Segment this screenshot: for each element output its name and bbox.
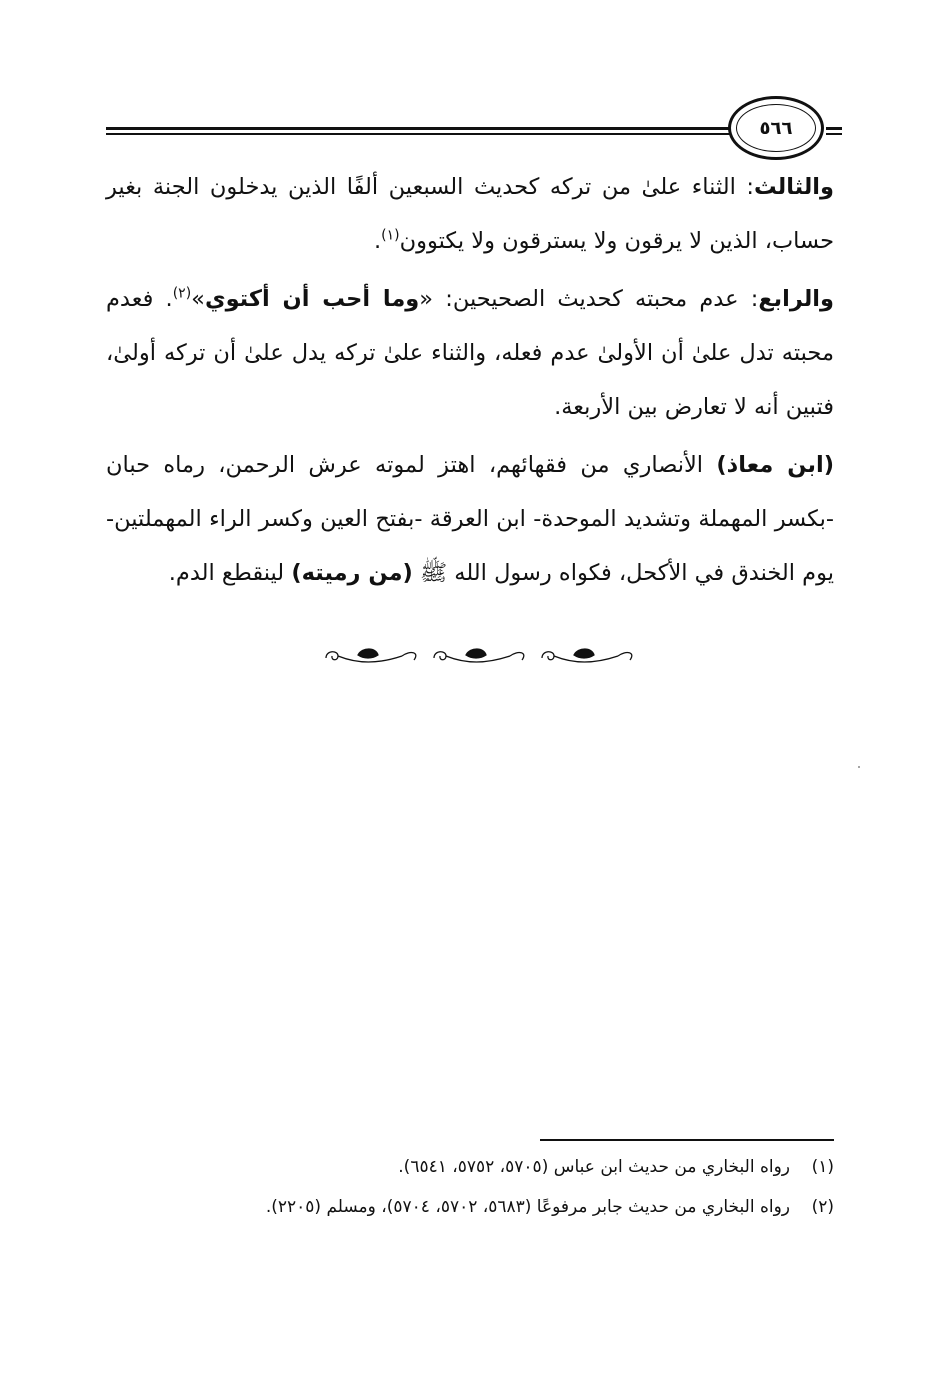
page-number-badge: [728, 96, 824, 160]
paragraph-body: : الثناء علىٰ من تركه كحديث السبعين ألفًا الذين يدخلون الجنة بغير حساب، الذين لا يرقون ولا يسترقون ولا يكتوون: [106, 174, 834, 254]
page-number: ٥٦٦: [736, 104, 816, 152]
footnote-text: رواه البخاري من حديث جابر مرفوعًا (٥٦٨٣، ٥٧٠٢، ٥٧٠٤)، ومسلم (٢٢٠٥).: [265, 1197, 790, 1217]
footnote-ref: (٢): [172, 285, 192, 302]
scan-speck: [858, 766, 860, 768]
paragraph-commentary: [106, 438, 834, 600]
paragraph-tail: . فعدم محبته تدل علىٰ أن الأولىٰ عدم فعله، والثناء علىٰ تركه يدل علىٰ أن تركه أولىٰ، فتبين أنه لا تعارض بين الأربعة.: [106, 286, 834, 420]
footnote-separator: [540, 1139, 834, 1141]
footnotes: [106, 1150, 834, 1230]
paragraph-body: : عدم محبته كحديث الصحيحين: «: [419, 286, 759, 312]
footnote: [106, 1150, 834, 1184]
footnote-number: (١): [811, 1157, 834, 1177]
bold-phrase: (من رميته): [291, 560, 413, 586]
paragraph-third: [106, 160, 834, 268]
main-text: [106, 160, 834, 604]
paragraph-lead: (ابن معاذ): [716, 452, 834, 478]
paragraph-lead: والثالث: [753, 174, 834, 200]
paragraph-body: الأنصاري من فقهائهم، اهتز لموته عرش الرحمن، رماه حبان -بكسر المهملة وتشديد الموحدة- ابن العرقة -بفتح العين وكسر الراء المهملتين- يوم الخندق في الأكحل، فكواه رسول الله ﷺ: [106, 452, 834, 586]
header-rule-tail: [826, 127, 842, 137]
paragraph-lead: والرابع: [758, 286, 834, 312]
header-rule: [106, 127, 730, 137]
footnote: [106, 1190, 834, 1224]
footnote-text: رواه البخاري من حديث ابن عباس (٥٧٠٥، ٥٧٥٢، ٦٥٤١).: [398, 1157, 790, 1177]
paragraph-tail: .: [373, 228, 382, 254]
hadith-quote: وما أحب أن أكتوي: [204, 286, 420, 312]
paragraph-fourth: [106, 272, 834, 434]
quote-close: »: [191, 286, 205, 312]
divider-ornament-icon: [318, 642, 638, 670]
paragraph-tail: لينقطع الدم.: [168, 560, 292, 586]
footnote-ref: (١): [381, 227, 400, 244]
footnote-number: (٢): [811, 1197, 834, 1217]
